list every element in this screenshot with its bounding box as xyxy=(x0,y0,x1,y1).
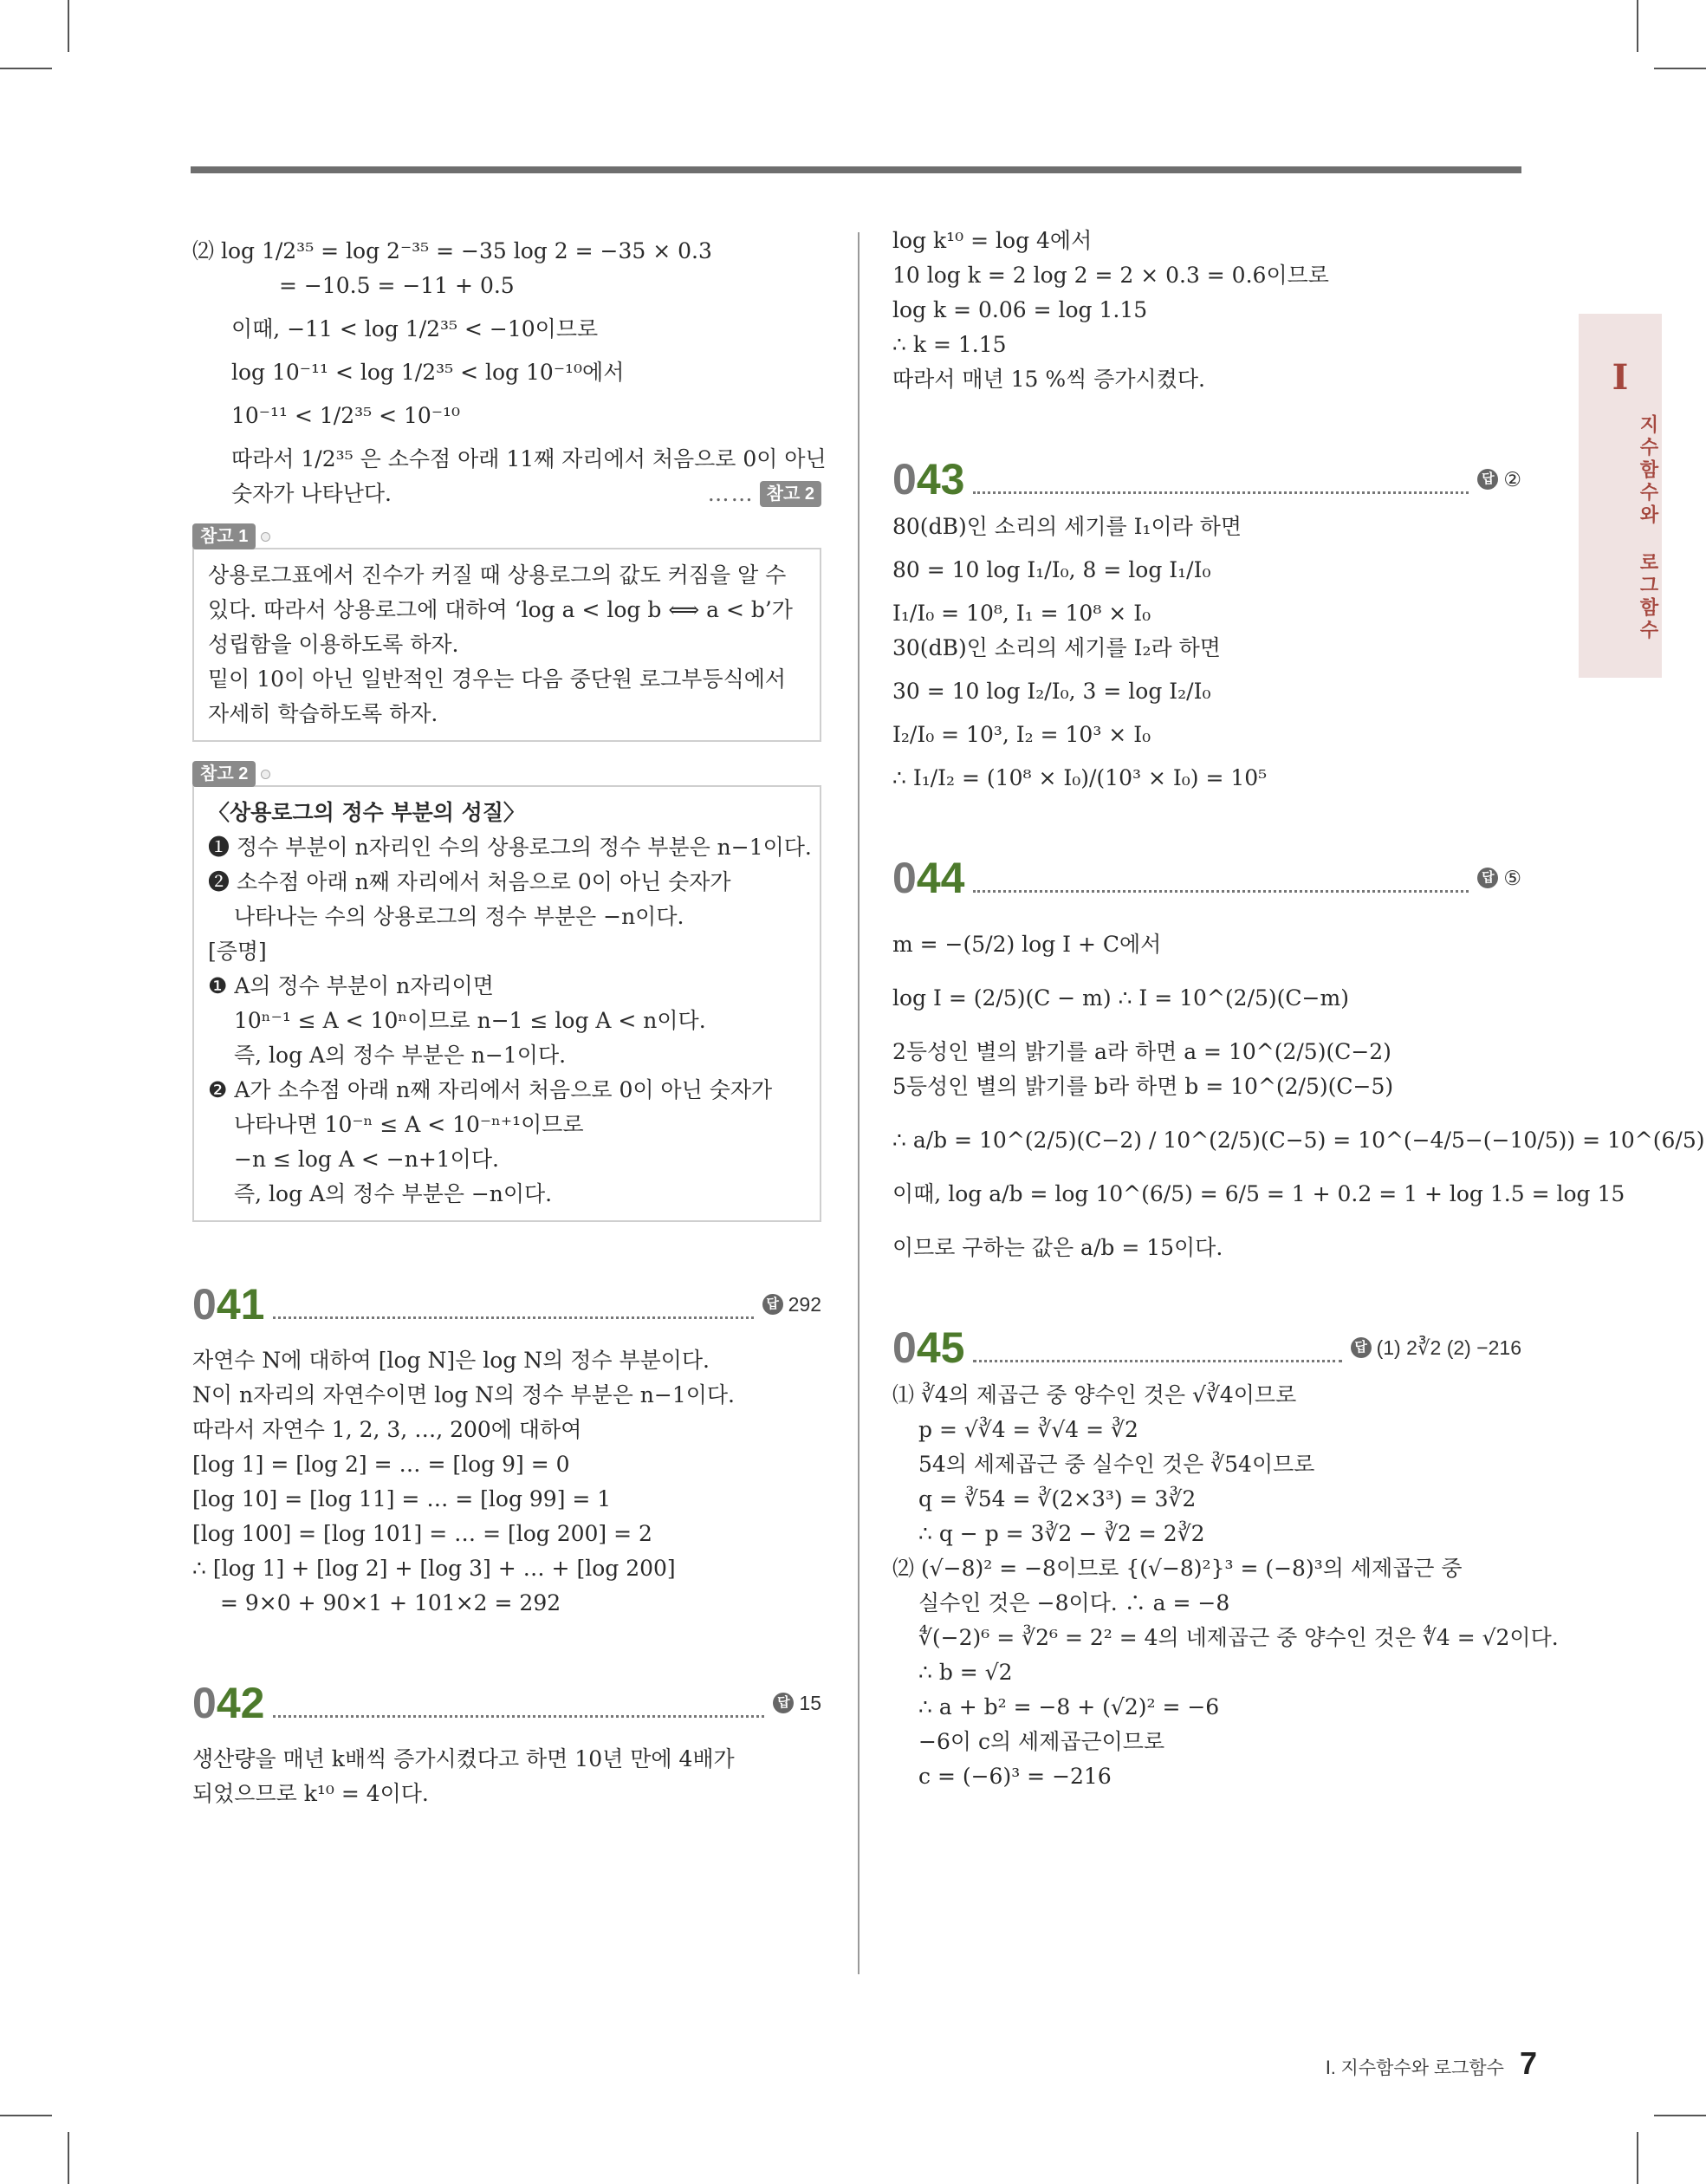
answer-value: ⑤ xyxy=(1503,867,1521,889)
problem-number: 045 xyxy=(892,1323,965,1372)
note-line: 즉, log A의 정수 부분은 n−1이다. xyxy=(234,1043,567,1068)
note-body xyxy=(192,548,821,742)
left-column xyxy=(192,234,827,1811)
solution-line: = 9×0 + 90×1 + 101×2 = 292 xyxy=(220,1590,561,1615)
solution-line: [log 100] = [log 101] = … = [log 200] = 2 xyxy=(192,1521,652,1546)
solution-line: ⑵ log 1/2³⁵ = log 2⁻³⁵ = −35 log 2 = −35 × 0.3 xyxy=(192,238,712,263)
solution-line: [log 1] = [log 2] = … = [log 9] = 0 xyxy=(192,1452,570,1477)
answer-label xyxy=(762,1287,821,1322)
answer-icon: 답 xyxy=(773,1693,794,1713)
solution-line: I₁/I₀ = 10⁸, I₁ = 10⁸ × I₀ xyxy=(892,601,1151,626)
note-line: ❷ 소수점 아래 n째 자리에서 처음으로 0이 아닌 숫자가 xyxy=(208,869,731,894)
note-line: 밑이 10이 아닌 일반적인 경우는 다음 중단원 로그부등식에서 xyxy=(208,666,787,692)
answer-value: (1) 2∛2 (2) −216 xyxy=(1376,1336,1521,1359)
solution-line: 따라서 자연수 1, 2, 3, …, 200에 대하여 xyxy=(192,1417,582,1442)
answer-label xyxy=(1477,861,1521,895)
crop-mark xyxy=(0,2115,52,2116)
note-line: 즉, log A의 정수 부분은 −n이다. xyxy=(234,1181,553,1206)
header-rule xyxy=(191,166,1521,173)
crop-mark xyxy=(68,0,69,52)
solution-line: 10⁻¹¹ < 1/2³⁵ < 10⁻¹⁰ xyxy=(231,403,461,428)
solution-line: m = −(5/2) log I + C에서 xyxy=(892,932,1162,957)
solution-line: 따라서 1/2³⁵ 은 소수점 아래 11째 자리에서 처음으로 0이 아닌 xyxy=(231,446,827,471)
note-body xyxy=(192,785,821,1222)
solution-line: 따라서 매년 15 %씩 증가시켰다. xyxy=(892,367,1205,392)
solution-line: 이때, log a/b = log 10^(6/5) = 6/5 = 1 + 0.2 = 1 + log 1.5 = log 15 xyxy=(892,1181,1625,1206)
solution-line: 54의 세제곱근 중 실수인 것은 ∛54이므로 xyxy=(918,1452,1315,1477)
solution-line: = −10.5 = −11 + 0.5 xyxy=(279,273,515,298)
page-footer xyxy=(1326,2045,1537,2082)
answer-icon: 답 xyxy=(1477,469,1498,490)
problem-043 xyxy=(892,449,1521,796)
solution-line: 80 = 10 log I₁/I₀, 8 = log I₁/I₀ xyxy=(892,557,1211,582)
note-header xyxy=(192,523,821,549)
page-number: 7 xyxy=(1519,2045,1537,2081)
problem-041 xyxy=(192,1274,821,1621)
solution-line: c = (−6)³ = −216 xyxy=(918,1764,1112,1789)
solution-line: ∴ a + b² = −8 + (√2)² = −6 xyxy=(918,1694,1220,1719)
note-line: 자세히 학습하도록 하자. xyxy=(208,701,438,726)
solution-line: p = √∛4 = ∛√4 = ∛2 xyxy=(918,1417,1138,1442)
solution-line: ∴ [log 1] + [log 2] + [log 3] + … + [log 200] xyxy=(192,1556,676,1581)
note-line: 10ⁿ⁻¹ ≤ A < 10ⁿ이므로 n−1 ≤ log A < n이다. xyxy=(234,1008,706,1033)
solution-line: N이 n자리의 자연수이면 log N의 정수 부분은 n−1이다. xyxy=(192,1382,735,1407)
note-line: 있다. 따라서 상용로그에 대하여 ‘log a < log b ⟺ a < b’가 xyxy=(208,597,793,622)
crop-mark xyxy=(1637,2132,1638,2184)
solution-line: 실수인 것은 −8이다. ∴ a = −8 xyxy=(918,1590,1230,1615)
problem-header xyxy=(192,1673,821,1733)
note-line: 나타나는 수의 상용로그의 정수 부분은 −n이다. xyxy=(234,904,684,929)
solution-line: log 10⁻¹¹ < log 1/2³⁵ < log 10⁻¹⁰에서 xyxy=(231,360,625,385)
footer-chapter: Ⅰ. 지수함수와 로그함수 xyxy=(1325,2058,1504,2078)
note-line: ❷ A가 소수점 아래 n째 자리에서 처음으로 0이 아닌 숫자가 xyxy=(208,1077,773,1102)
solution-line: 되었으므로 k¹⁰ = 4이다. xyxy=(192,1781,429,1806)
answer-value: 292 xyxy=(788,1293,821,1316)
crop-mark xyxy=(0,68,52,69)
chapter-side-tab xyxy=(1579,314,1662,678)
solution-line xyxy=(192,477,821,511)
reference-tag: 참고 2 xyxy=(760,481,821,507)
leader-dots xyxy=(973,864,1469,893)
answer-label xyxy=(1351,1330,1521,1365)
reference-pointer xyxy=(708,477,821,511)
note-dot-icon xyxy=(261,770,270,779)
solution-line: 30(dB)인 소리의 세기를 I₂라 하면 xyxy=(892,635,1221,660)
solution-line: 5등성인 별의 밝기를 b라 하면 b = 10^(2/5)(C−5) xyxy=(892,1074,1394,1099)
solution-line: ∴ I₁/I₂ = (10⁸ × I₀)/(10³ × I₀) = 10⁵ xyxy=(892,765,1268,790)
solution-line: 2등성인 별의 밝기를 a라 하면 a = 10^(2/5)(C−2) xyxy=(892,1039,1391,1064)
solution-line: log k¹⁰ = log 4에서 xyxy=(892,228,1093,253)
note-line: ❶ 정수 부분이 n자리인 수의 상용로그의 정수 부분은 n−1이다. xyxy=(208,835,812,860)
solution-line: −6이 c의 세제곱근이므로 xyxy=(918,1729,1165,1754)
crop-mark xyxy=(1654,2115,1706,2116)
solution-line: log I = (2/5)(C − m) ∴ I = 10^(2/5)(C−m) xyxy=(892,985,1349,1011)
solution-line: q = ∛54 = ∛(2×3³) = 3∛2 xyxy=(918,1486,1197,1511)
solution-line: I₂/I₀ = 10³, I₂ = 10³ × I₀ xyxy=(892,722,1151,747)
solution-line: ∴ a/b = 10^(2/5)(C−2) / 10^(2/5)(C−5) = 10^(−4/5−(−10/5)) = 10^(6/5) xyxy=(892,1128,1705,1153)
problem-header xyxy=(892,848,1521,908)
problem-042 xyxy=(192,1673,821,1811)
crop-mark xyxy=(1637,0,1638,52)
answer-value: 15 xyxy=(799,1692,821,1714)
leader-dots xyxy=(273,1689,764,1718)
note-line: 성립함을 이용하도록 하자. xyxy=(208,632,459,657)
solution-line: log k = 0.06 = log 1.15 xyxy=(892,297,1148,322)
crop-mark xyxy=(1654,68,1706,69)
answer-icon: 답 xyxy=(1351,1337,1372,1358)
solution-line: 자연수 N에 대하여 [log N]은 log N의 정수 부분이다. xyxy=(192,1348,710,1373)
problem-044 xyxy=(892,848,1705,1265)
problem-header xyxy=(892,449,1521,510)
problem-number: 041 xyxy=(192,1280,265,1329)
leader-dots xyxy=(973,1334,1341,1362)
problem-number: 043 xyxy=(892,455,965,504)
side-tab-roman: I xyxy=(1612,357,1629,398)
solution-line: ∴ b = √2 xyxy=(918,1660,1013,1685)
solution-line: 이때, −11 < log 1/2³⁵ < −10이므로 xyxy=(231,316,599,341)
answer-icon: 답 xyxy=(1477,868,1498,888)
crop-mark xyxy=(68,2132,69,2184)
note-title: 〈상용로그의 정수 부분의 성질〉 xyxy=(208,800,525,825)
solution-line-text: 숫자가 나타난다. xyxy=(231,481,392,506)
leader-dots: …… xyxy=(707,481,755,506)
answer-icon: 답 xyxy=(762,1294,783,1315)
solution-line: 생산량을 매년 k배씩 증가시켰다고 하면 10년 만에 4배가 xyxy=(192,1746,735,1771)
problem-number: 042 xyxy=(192,1679,265,1727)
note-header xyxy=(192,761,821,787)
note-box-2 xyxy=(192,761,821,1222)
solution-line: 10 log k = 2 log 2 = 2 × 0.3 = 0.6이므로 xyxy=(892,263,1329,288)
side-tab-title: 지수함수와 로그함수 xyxy=(1638,413,1659,642)
leader-dots xyxy=(273,1290,753,1319)
continued-solution xyxy=(192,234,827,511)
solution-line: 이므로 구하는 값은 a/b = 15이다. xyxy=(892,1235,1223,1260)
note-line: 나타나면 10⁻ⁿ ≤ A < 10⁻ⁿ⁺¹이므로 xyxy=(234,1112,584,1137)
solution-line: ∴ k = 1.15 xyxy=(892,332,1007,357)
leader-dots xyxy=(973,465,1469,494)
note-dot-icon xyxy=(261,532,270,542)
solution-line: ∴ q − p = 3∛2 − ∛2 = 2∛2 xyxy=(918,1521,1205,1546)
problem-header xyxy=(192,1274,821,1335)
solution-line: 30 = 10 log I₂/I₀, 3 = log I₂/I₀ xyxy=(892,679,1211,704)
note-tag: 참고 2 xyxy=(192,761,256,787)
problem-045 xyxy=(892,1317,1559,1794)
answer-label xyxy=(773,1686,821,1720)
note-line: ❶ A의 정수 부분이 n자리이면 xyxy=(208,973,494,998)
column-divider xyxy=(858,232,859,1974)
continued-solution xyxy=(892,224,1521,397)
problem-header xyxy=(892,1317,1521,1378)
solution-line: [log 10] = [log 11] = … = [log 99] = 1 xyxy=(192,1486,612,1511)
solution-line: 80(dB)인 소리의 세기를 I₁이라 하면 xyxy=(892,514,1242,539)
note-tag: 참고 1 xyxy=(192,523,256,549)
note-line: [증명] xyxy=(208,939,267,964)
solution-line: ⑵ (√−8)² = −8이므로 {(√−8)²}³ = (−8)³의 세제곱근 중 xyxy=(892,1556,1463,1581)
problem-number: 044 xyxy=(892,854,965,902)
solution-line: ∜(−2)⁶ = ∛2⁶ = 2² = 4의 네제곱근 중 양수인 것은 ∜4 = √2이다. xyxy=(918,1625,1559,1650)
solution-line: ⑴ ∛4의 제곱근 중 양수인 것은 √∛4이므로 xyxy=(892,1382,1297,1407)
note-line: 상용로그표에서 진수가 커질 때 상용로그의 값도 커짐을 알 수 xyxy=(208,562,787,588)
answer-value: ② xyxy=(1503,468,1521,491)
answer-label xyxy=(1477,462,1521,497)
note-box-1 xyxy=(192,523,821,742)
note-line: −n ≤ log A < −n+1이다. xyxy=(234,1147,499,1172)
